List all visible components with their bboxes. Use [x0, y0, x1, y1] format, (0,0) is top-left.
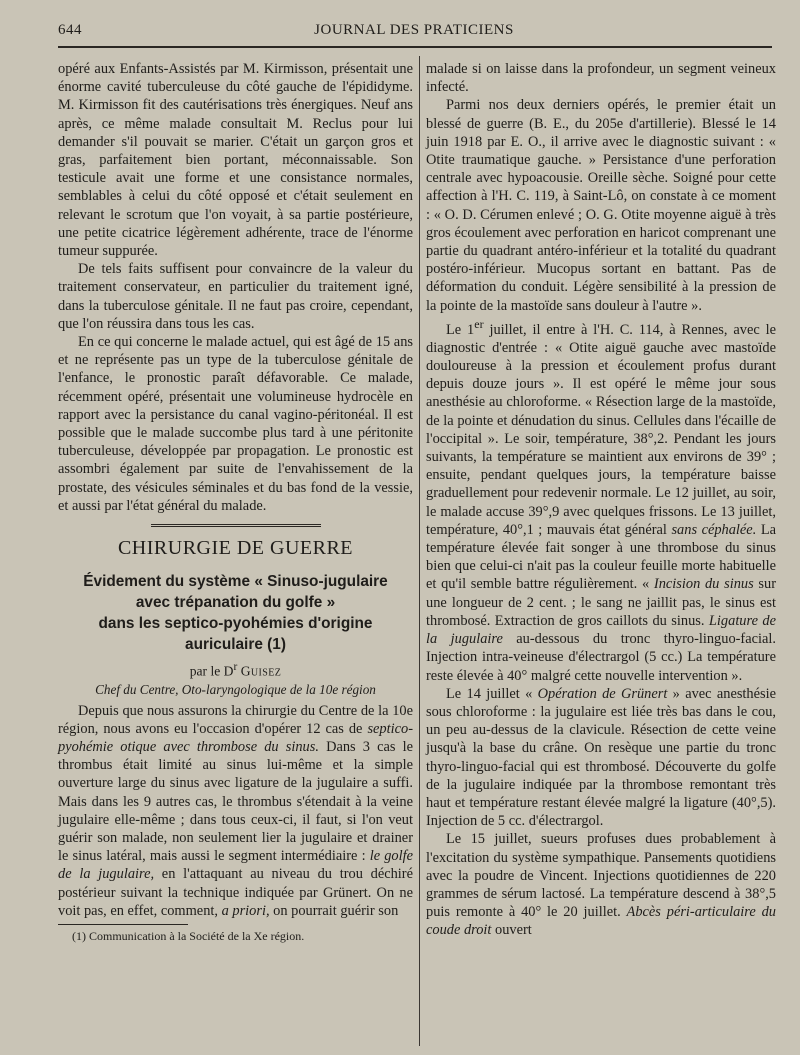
page-number: 644 — [58, 22, 82, 38]
author-name: Guisez — [240, 663, 282, 679]
journal-title: JOURNAL DES PRATICIENS — [314, 22, 514, 38]
author-affiliation: Chef du Centre, Oto-laryngologique de la 10e région — [95, 681, 376, 697]
superscript: er — [474, 316, 484, 331]
text-run: Dans 3 cas le thrombus était limité au sinus lui-même et la simple ouverture large du sinus avec ligature de la jugulaire a suffi. Mais dans les 9 autres cas, le thrombus s'étendait à la veine jugulaire elle-même ; dans tous ceux-ci, il faut, si l'on veut guérir son malade, non seulement lier la jugulaire et drainer le sinus latéral, mais aussi le segment intermédiaire : — [58, 739, 413, 865]
byline-sup: r — [233, 661, 238, 674]
italic-run: le golfe de la jugulaire, — [58, 848, 413, 883]
text-run: au-dessous du tronc thyro-linguo-facial. Injection intra-veineuse d'électrargol (5 cc.) La température reste élevée à 40° malgré cette nouvelle intervention ». — [426, 631, 776, 684]
text-run: Le 15 juillet, sueurs profuses dues probablement à l'excitation du système sympathique. Pansements quotidiens avec la poudre de Vincent. Injections quotidiennes de 220 grammes de sérum lactosé. La température descend à 38°,5 puis remonte à 40° le 20 juillet. — [426, 831, 776, 921]
italic-run: Abcès péri-articulaire du coude droit — [426, 904, 776, 939]
paragraph: opéré aux Enfants-Assistés par M. Kirmisson, présentait une énorme cavité tuberculeuse du côté gauche de l'épididyme. M. Kirmisson fit des cautérisations très énergiques. Neuf ans après, ce même malade consultait M. Reclus pour lui demander s'il pouvait se marier. C'était un garçon gros et gras, parfaitement bien portant, méconnaissable. Son testicule avait une forme et une consistance normales, semblables à celui du côté opposé et c'était seulement en relevant le scrotum que l'on voyait, à sa partie postérieure, une petite cicatrice légèrement adhérente, trace de l'énorme tumeur suppurée. — [58, 61, 413, 260]
text-run: Le 1 — [446, 321, 475, 338]
italic-run: sans céphalée. — [671, 521, 757, 538]
section-rule — [151, 524, 321, 527]
footnote-rule — [58, 924, 188, 925]
italic-run: a priori, — [221, 902, 270, 919]
page-header — [58, 22, 770, 44]
paragraph: En ce qui concerne le malade actuel, qui est âgé de 15 ans et ne représente pas un type de la tuberculose génitale de l'enfance, le pronostic paraît défavorable. Ce malade, récemment opéré, présentait une volumineuse hydrocèle en rapport avec la persistance du canal vagino-péritonéal. Il est possible que le malade succombe plus tard à une péritonite tuberculeuse, développée par propagation. Le pronostic est assombri également par suite de l'envahissement de la prostate, des vésicules séminales et du bas fond de la vessie, et aussi par l'état général du malade. — [58, 334, 413, 514]
article-title-line: Évidement du système « Sinuso-jugulaire — [83, 573, 388, 591]
italic-run: Ligature de la jugulaire — [426, 612, 776, 648]
text-run: Depuis que nous assurons la chirurgie du Centre de la 10e région, nous avons eu l'occasion d'opérer 12 cas de — [58, 702, 413, 737]
header-rule — [58, 46, 772, 48]
text-run: juillet, il entre à l'H. C. 114, à Rennes, avec le diagnostic d'entrée : « Otite aiguë gauche avec mastoïde douloureuse à la pression et écoulement profus durant depuis douze jours ». Il est opéré le même jour sous anesthésie au chloroforme. « Résection large de la mastoïde, de la pointe et dénudation du sinus. Cellules dans l'écaille de l'occipital ». Le soir, température, 38°,2. Pendant les jours suivants, la température se maintient aux environs de 39° ; ensuite, pendant quelques jours, la température baisse graduellement pour redevenir normale. Le 12 juillet, au soir, le malade accuse 39°,9 avec quelques frissons. Le 13 juillet, température, 40°,1 ; mauvais état général — [426, 321, 776, 538]
text-run: sur une longueur de 2 cent. ; le sang ne jaillit pas, le sinus est thrombosé. Extraction de gros caillots du sinus. — [426, 576, 776, 629]
italic-run: Opération de Grünert — [537, 685, 668, 702]
right-column — [426, 60, 776, 940]
section-title: CHIRURGIE DE GUERRE — [117, 537, 354, 560]
paragraph: malade si on laisse dans la profondeur, un segment veineux infecté. — [426, 61, 776, 96]
paragraph — [426, 830, 776, 939]
text-run: Le 14 juillet « — [446, 685, 538, 702]
byline — [58, 658, 413, 681]
paragraph — [58, 702, 413, 920]
text-run: » avec anesthésie sous chloroforme : la jugulaire est liée très bas dans le cou, un peu au-dessus de la clavicule. Résection de cette veine jusqu'à la base du crâne. On resèque une partie du tronc thyro-linguo-facial qui est thrombosé. Découverte du golfe de la jugulaire indiquée par la thrombose remontant très haut et température restant élevée malgré la ligature (40°,5). Injection de 5 cc. d'électrargol. — [426, 685, 776, 830]
paragraph: De tels faits suffisent pour convaincre de la valeur du traitement conservateur, en particulier du traitement igné, dans la tuberculose génitale. Il ne faut pas croire, cependant, que l'on réussira dans tous les cas. — [58, 261, 413, 332]
text-run: en l'attaquant au niveau du trou déchiré postérieur suivant la technique indiquée par Grünert. On ne voit pas, en effet, comment, — [58, 866, 413, 919]
article-title-line: dans les septico-pyohémies d'origine auriculaire (1) — [98, 615, 373, 654]
paragraph — [426, 685, 776, 831]
byline-prefix: par le D — [189, 663, 234, 679]
left-column — [58, 60, 413, 944]
paragraph — [426, 315, 776, 685]
footnote: (1) Communication à la Société de la Xe région. — [72, 929, 305, 944]
article-title-line: avec trépanation du golfe » — [135, 594, 336, 612]
text-run: La température élevée fait songer à une thrombose du sinus bien que celui-ci n'ait pas la couleur feuille morte habituelle et qu'il semble battre régulièrement. « — [426, 521, 776, 593]
italic-run: Incision du sinus — [653, 576, 754, 593]
italic-run: septico-pyohémie otique avec thrombose du sinus. — [58, 720, 413, 756]
text-run: on pourrait guérir son — [269, 902, 399, 919]
column-divider — [419, 56, 420, 1046]
paragraph: Parmi nos deux derniers opérés, le premier était un blessé de guerre (B. E., du 205e d'artillerie). Blessé le 14 juin 1918 par E. O., il arrive avec le diagnostic suivant : « Otite traumatique gauche. » Persistance d'une perforation centrale avec hypoacousie. Oreille sèche. Soigné pour cette affection à l'H. C. 119, à Saint-Lô, on constate à ce moment : « O. D. Cérumen enlevé ; O. G. Otite moyenne aiguë à très gros écoulement avec perforation en haricot comprenant une partie du quadrant antéro-inférieur et la totalité du quadrant postéro-inférieur. Mucopus sortant en battant. Pas de déformation du conduit. Légère sensibilité à la pression de la pointe de la mastoïde sans douleur à l'autre ». — [426, 97, 776, 314]
text-run: ouvert — [491, 922, 532, 939]
